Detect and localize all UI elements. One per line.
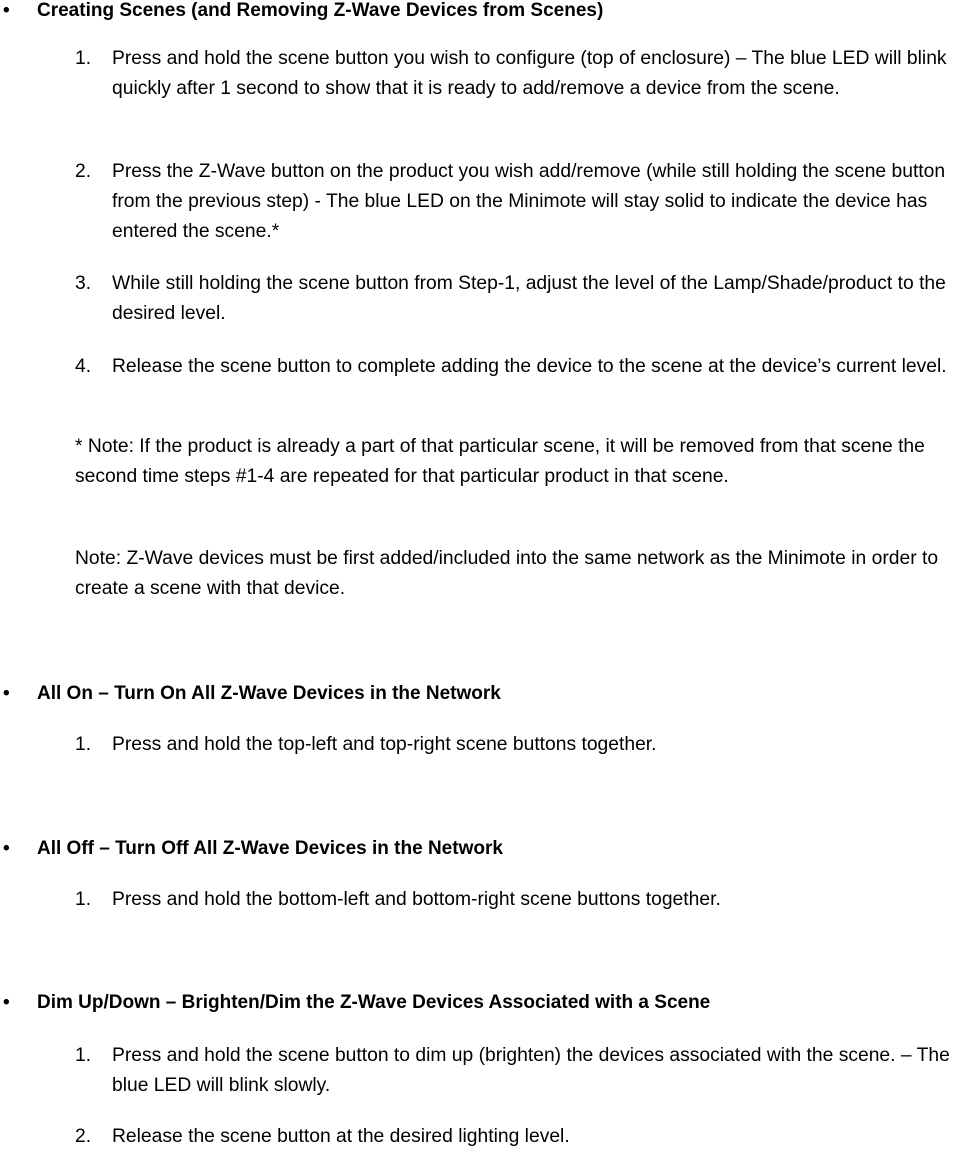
list-item [75,269,968,329]
step-number: 1. [75,1045,92,1066]
list-item [75,885,968,915]
bullet: • [3,838,10,859]
bullet: • [3,992,10,1013]
step-text: Press and hold the bottom-left and bottom-right scene buttons together. [112,889,721,910]
list-item [75,1122,968,1152]
step-number: 4. [75,356,92,377]
list-item [75,44,968,104]
list-item [75,352,968,382]
step-text: While still holding the scene button from Step-1, adjust the level of the Lamp/Shade/product to the desired level. [112,273,946,324]
heading-text: Creating Scenes (and Removing Z-Wave Devices from Scenes) [37,0,604,21]
step-text: Press and hold the scene button to dim up (brighten) the devices associated with the scene. – The blue LED will blink slowly. [112,1045,950,1096]
step-number: 2. [75,161,92,182]
bullet: • [3,683,10,704]
step-number: 1. [75,48,92,69]
step-number: 3. [75,273,92,294]
step-text: Release the scene button to complete adding the device to the scene at the device’s current level. [112,356,947,377]
list-item [75,157,968,247]
heading-text: Dim Up/Down – Brighten/Dim the Z-Wave Devices Associated with a Scene [37,992,711,1013]
step-number: 1. [75,889,92,910]
heading-text: All On – Turn On All Z-Wave Devices in the Network [37,683,501,704]
step-text: Press and hold the top-left and top-right scene buttons together. [112,734,657,755]
step-text: Press and hold the scene button you wish to configure (top of enclosure) – The blue LED will blink quickly after 1 second to show that it is ready to add/remove a device from the scene. [112,48,947,99]
list-item [75,730,968,760]
note: Note: Z-Wave devices must be first added/included into the same network as the Minimote in order to create a scene with that device. [75,548,939,599]
step-number: 1. [75,734,92,755]
heading-text: All Off – Turn Off All Z-Wave Devices in the Network [37,838,503,859]
step-text: Press the Z-Wave button on the product you wish add/remove (while still holding the scene button from the previous step) - The blue LED on the Minimote will stay solid to indicate the device has entered the scene.* [112,161,946,242]
step-text: Release the scene button at the desired lighting level. [112,1126,570,1147]
step-number: 2. [75,1126,92,1147]
list-item [75,1041,968,1101]
bullet: • [3,0,10,21]
footnote: * Note: If the product is already a part of that particular scene, it will be removed from that scene the second time steps #1-4 are repeated for that particular product in that scene. [75,436,925,487]
